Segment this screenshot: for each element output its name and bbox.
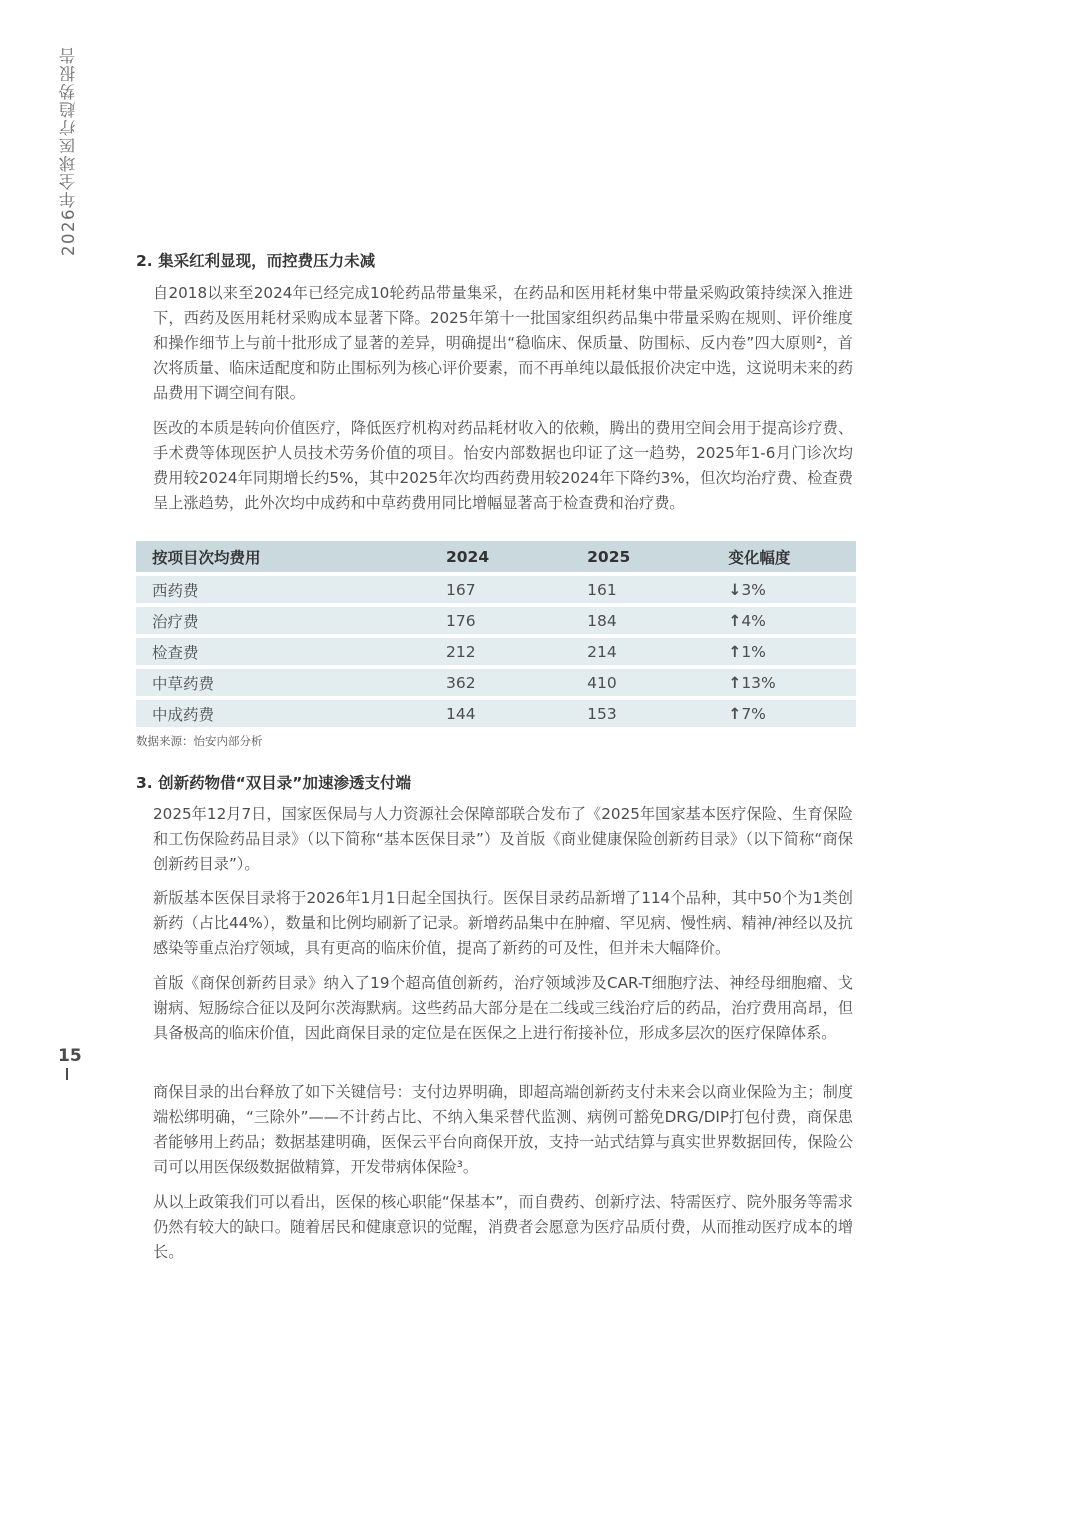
change-value: 1%	[741, 642, 766, 661]
table-row	[136, 636, 856, 667]
row-2024: 176	[446, 605, 587, 636]
row-change	[728, 636, 856, 667]
row-2025: 153	[587, 698, 728, 727]
row-change	[728, 698, 856, 727]
table-header-item: 按项目次均费用	[136, 541, 446, 574]
section-3-paragraph-4: 商保目录的出台释放了如下关键信号：支付边界明确，即超高端创新药支付未来会以商业保险为主；制度端松绑明确，“三除外”——不计药占比、不纳入集采替代监测、病例可豁免DRG/DIP打包付费，商保患者能够用上药品；数据基建明确，医保云平台向商保开放，支持一站式结算与真实世界数据回传，保险公司可以用医保级数据做精算，开发带病体保险³。	[153, 1083, 853, 1176]
arrow-up-icon: ↑	[728, 611, 742, 630]
row-2024: 212	[446, 636, 587, 667]
table-header-row	[136, 541, 856, 574]
row-change	[728, 667, 856, 698]
table-header-change: 变化幅度	[728, 541, 856, 574]
section-2-heading: 2. 集采红利显现，而控费压力未减	[136, 252, 376, 270]
row-2024: 144	[446, 698, 587, 727]
row-change	[728, 574, 856, 605]
cost-per-visit-table	[136, 541, 856, 727]
table-row	[136, 605, 856, 636]
row-item: 中成药费	[136, 698, 446, 727]
arrow-up-icon: ↑	[728, 673, 742, 692]
arrow-up-icon: ↑	[728, 642, 742, 661]
arrow-up-icon: ↑	[728, 704, 742, 723]
change-value: 3%	[741, 580, 766, 599]
table-source-note: 数据来源：怡安内部分析	[136, 734, 263, 748]
row-item: 中草药费	[136, 667, 446, 698]
row-2025: 410	[587, 667, 728, 698]
row-2025: 161	[587, 574, 728, 605]
table-row	[136, 667, 856, 698]
arrow-down-icon: ↓	[728, 580, 742, 599]
change-value: 13%	[741, 673, 776, 692]
row-item: 西药费	[136, 574, 446, 605]
section-2-paragraph-2: 医改的本质是转向价值医疗，降低医疗机构对药品耗材收入的依赖，腾出的费用空间会用于提高诊疗费、手术费等体现医护人员技术劳务价值的项目。怡安内部数据也印证了这一趋势，2025年1-6月门诊次均费用较2024年同期增长约5%，其中2025年次均西药费用较2024年下降约3%，但次均治疗费、检查费呈上涨趋势，此外次均中成药和中草药费用同比增幅显著高于检查费和治疗费。	[153, 419, 853, 512]
row-item: 检查费	[136, 636, 446, 667]
section-2-paragraph-1: 自2018以来至2024年已经完成10轮药品带量集采，在药品和医用耗材集中带量采购政策持续深入推进下，西药及医用耗材采购成本显著下降。2025年第十一批国家组织药品集中带量采购在规则、评价维度和操作细节上与前十批形成了显著的差异，明确提出“稳临床、保质量、防围标、反内卷”四大原则²，首次将质量、临床适配度和防止围标列为核心评价要素，而不再单纯以最低报价决定中选，这说明未来的药品费用下调空间有限。	[153, 284, 853, 402]
table-header-2025: 2025	[587, 541, 728, 574]
table-row	[136, 698, 856, 727]
row-2024: 167	[446, 574, 587, 605]
page-number-rule	[66, 1068, 68, 1080]
row-2025: 184	[587, 605, 728, 636]
page-number: 15	[58, 1046, 82, 1066]
change-value: 7%	[741, 704, 766, 723]
row-2025: 214	[587, 636, 728, 667]
row-2024: 362	[446, 667, 587, 698]
section-3-heading: 3. 创新药物借“双目录”加速渗透支付端	[136, 774, 411, 792]
section-3-paragraph-3: 首版《商保创新药目录》纳入了19个超高值创新药，治疗领域涉及CAR-T细胞疗法、神经母细胞瘤、戈谢病、短肠综合征以及阿尔茨海默病。这些药品大部分是在二线或三线治疗后的药品，治疗费用高昂，但具备极高的临床价值，因此商保目录的定位是在医保之上进行衔接补位，形成多层次的医疗保障体系。	[153, 974, 853, 1042]
section-3-paragraph-1: 2025年12月7日，国家医保局与人力资源社会保障部联合发布了《2025年国家基本医疗保险、生育保险和工伤保险药品目录》（以下简称“基本医保目录”）及首版《商业健康保险创新药目录》（以下简称“商保创新药目录”）。	[153, 805, 853, 873]
table-header-2024: 2024	[446, 541, 587, 574]
section-3-paragraph-2: 新版基本医保目录将于2026年1月1日起全国执行。医保目录药品新增了114个品种，其中50个为1类创新药（占比44%），数量和比例均刷新了记录。新增药品集中在肿瘤、罕见病、慢性病、精神/神经以及抗感染等重点治疗领域，具有更高的临床价值，提高了新药的可及性，但并未大幅降价。	[153, 889, 853, 957]
section-3-paragraph-5: 从以上政策我们可以看出，医保的核心职能“保基本”，而自费药、创新疗法、特需医疗、院外服务等需求仍然有较大的缺口。随着居民和健康意识的觉醒，消费者会愿意为医疗品质付费，从而推动医疗成本的增长。	[153, 1193, 853, 1261]
report-title: 2026年全球医疗趋势报告	[59, 46, 78, 256]
row-item: 治疗费	[136, 605, 446, 636]
table-row	[136, 574, 856, 605]
change-value: 4%	[741, 611, 766, 630]
row-change	[728, 605, 856, 636]
